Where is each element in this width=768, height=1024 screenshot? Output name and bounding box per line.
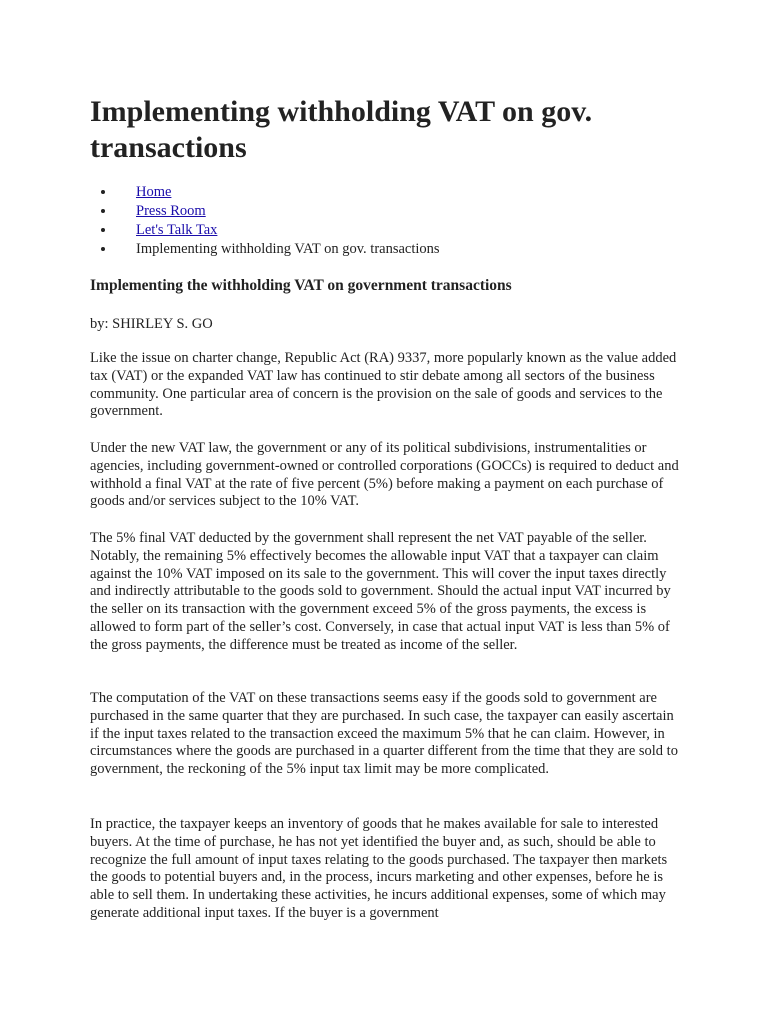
article-paragraph: The computation of the VAT on these transactions seems easy if the goods sold to government are purchased in the same quarter that they are purchased. In such case, the taxpayer can easily ascertain if the input taxes related to the transaction exceed the maximum 5% that he can claim. However, in circumstances where the goods are purchased in a quarter different from the time that they are sold to government, the reckoning of the 5% input tax limit may be more complicated. xyxy=(90,690,678,778)
byline: by: SHIRLEY S. GO xyxy=(90,316,213,332)
article-paragraph: Under the new VAT law, the government or any of its political subdivisions, instrumentalities or agencies, including government-owned or controlled corporations (GOCCs) is required to deduct and withhold a final VAT at the rate of five percent (5%) before making a payment on each purchase of goods and/or services subject to the 10% VAT. xyxy=(90,440,679,510)
breadcrumb-item-press-room xyxy=(116,202,676,221)
article-subtitle: Implementing the withholding VAT on government transactions xyxy=(90,277,512,294)
breadcrumb-item-lets-talk-tax xyxy=(116,221,676,240)
breadcrumb-current-label: Implementing withholding VAT on gov. transactions xyxy=(136,241,440,257)
breadcrumb-link-press-room[interactable]: Press Room xyxy=(136,203,206,219)
article-paragraph: Like the issue on charter change, Republic Act (RA) 9337, more popularly known as the value added tax (VAT) or the expanded VAT law has continued to stir debate among all sectors of the business community. One particular area of concern is the provision on the sale of goods and services to the government. xyxy=(90,350,677,420)
breadcrumb-link-lets-talk-tax[interactable]: Let's Talk Tax xyxy=(136,222,218,238)
breadcrumb-item-current xyxy=(116,240,676,259)
page-title: Implementing withholding VAT on gov. transactions xyxy=(90,95,593,164)
breadcrumb-link-home[interactable]: Home xyxy=(136,184,172,200)
breadcrumb xyxy=(90,183,676,259)
article-paragraph: In practice, the taxpayer keeps an inventory of goods that he makes available for sale to interested buyers. At the time of purchase, he has not yet identified the buyer and, as such, should be able to recognize the full amount of input taxes relating to the goods purchased. The taxpayer then markets the goods to potential buyers and, in the process, incurs marketing and other expenses, before he is able to sell them. In undertaking these activities, he incurs additional expenses, some of which may generate additional input taxes. If the buyer is a government xyxy=(90,816,668,921)
article-paragraph: The 5% final VAT deducted by the government shall represent the net VAT payable of the seller. Notably, the remaining 5% effectively becomes the allowable input VAT that a taxpayer can claim against the 10% VAT imposed on its sale to the government. This will cover the input taxes directly and indirectly attributable to the goods sold to government. Should the actual input VAT incurred by the seller on its transaction with the government exceed 5% of the gross payments, the excess is allowed to form part of the seller’s cost. Conversely, in case that actual input VAT is less than 5% of the gross payments, the difference must be treated as income of the seller. xyxy=(90,530,671,653)
breadcrumb-item-home xyxy=(116,183,676,202)
